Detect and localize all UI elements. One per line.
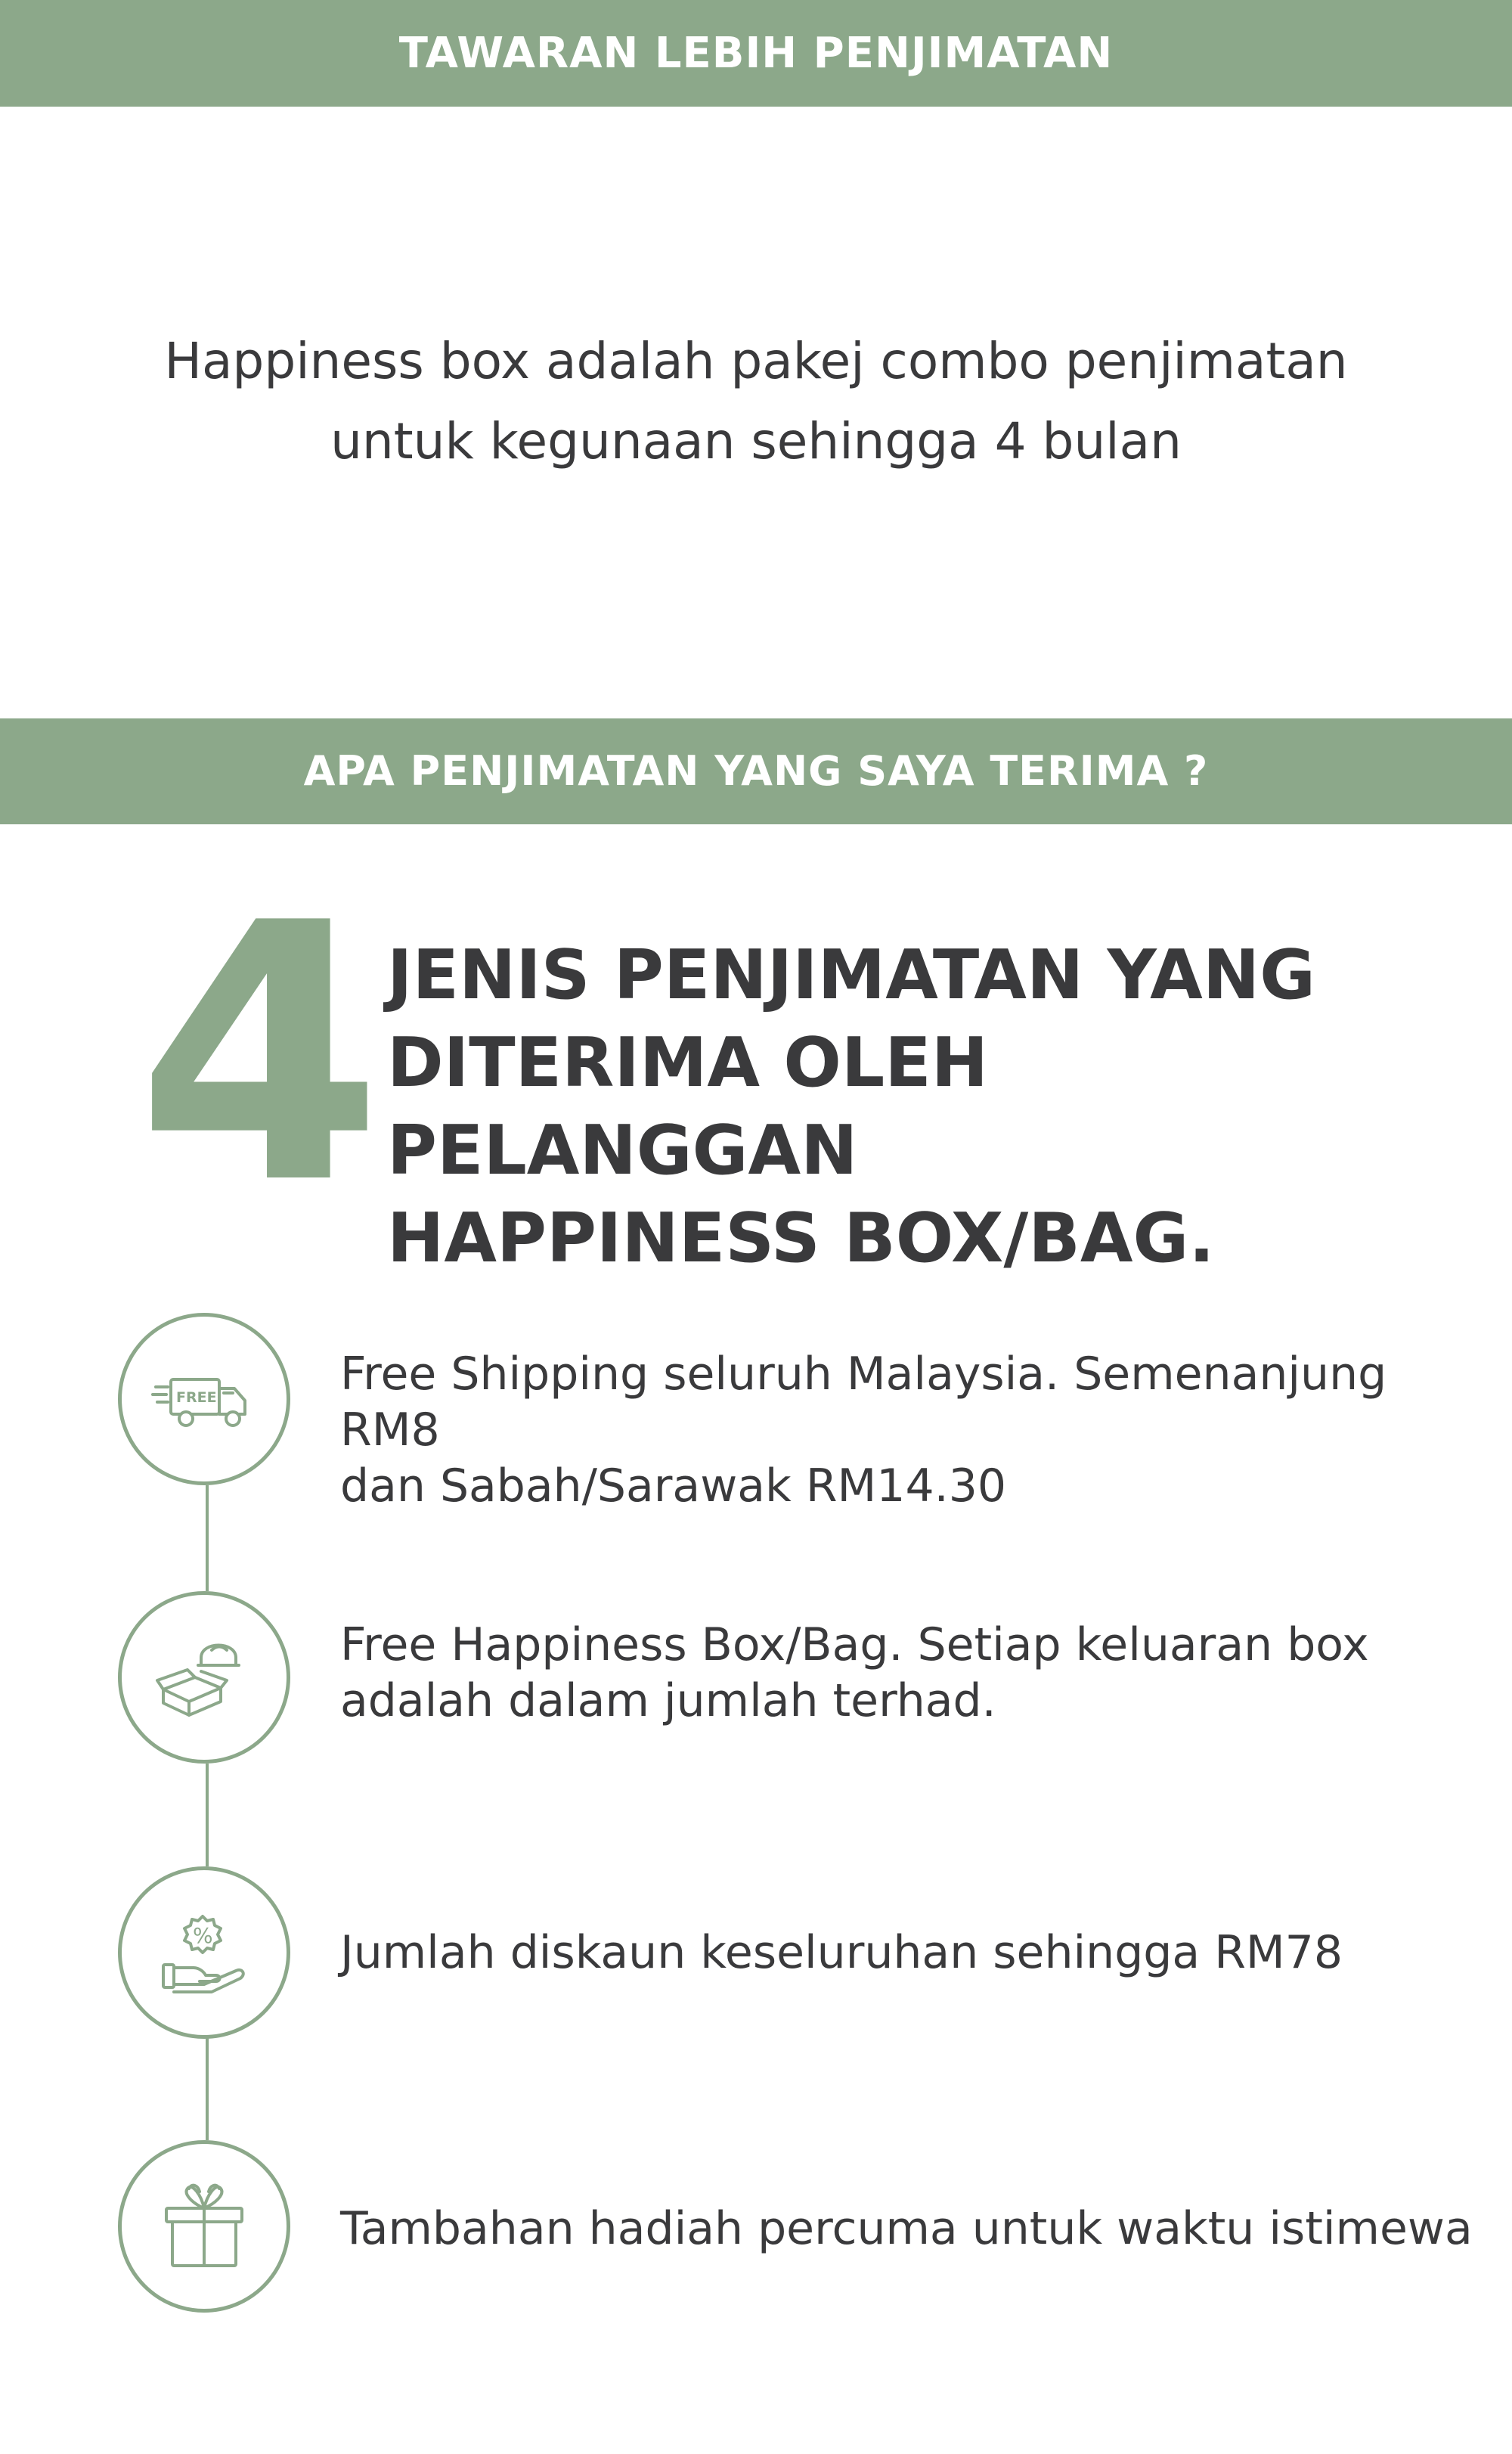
headline (387, 932, 1476, 1283)
benefit-text-line: Jumlah diskaun keseluruhan sehingga RM78 (340, 1926, 1343, 1979)
benefit-item (340, 1925, 1489, 1981)
benefit-icon-circle (118, 1591, 290, 1764)
benefit-icon-circle (118, 1866, 290, 2039)
present-icon (151, 2173, 257, 2279)
benefit-item (340, 2201, 1489, 2257)
discount-hand-icon (151, 1900, 257, 2006)
top-banner (0, 0, 1512, 107)
top-banner-title: TAWARAN LEBIH PENJIMATAN (398, 29, 1114, 78)
intro-text (0, 321, 1512, 482)
headline-line-1: JENIS PENJIMATAN YANG (387, 935, 1316, 1015)
free-label: FREE (176, 1389, 217, 1406)
headline-line-3: HAPPINESS BOX/BAG. (387, 1199, 1215, 1278)
headline-line-2: DITERIMA OLEH PELANGGAN (387, 1023, 989, 1190)
timeline-connector (206, 1764, 209, 1866)
intro-line-1: Happiness box adalah pakej combo penjimatan (164, 332, 1348, 390)
benefit-text-line: Free Happiness Box/Bag. Setiap keluaran box (340, 1618, 1369, 1671)
benefit-item (340, 1346, 1489, 1514)
big-number: 4 (136, 848, 376, 1261)
section-banner-title: APA PENJIMATAN YANG SAYA TERIMA ? (303, 747, 1209, 795)
benefit-icon-circle (118, 1313, 290, 1485)
percent-label: % (193, 1923, 213, 1948)
benefit-text-line: Tambahan hadiah percuma untuk waktu istimewa (340, 2202, 1473, 2255)
gift-box-icon (151, 1624, 257, 1730)
intro-line-2: untuk kegunaan sehingga 4 bulan (330, 412, 1182, 470)
benefit-text-line: dan Sabah/Sarawak RM14.30 (340, 1460, 1007, 1512)
section-banner (0, 718, 1512, 824)
benefit-text-line: adalah dalam jumlah terhad. (340, 1674, 996, 1727)
timeline-connector (206, 2037, 209, 2140)
benefit-icon-circle (118, 2140, 290, 2313)
benefit-item (340, 1617, 1489, 1729)
free-shipping-truck-icon (151, 1346, 257, 1452)
timeline-connector (206, 1485, 209, 1591)
benefit-text-line: Free Shipping seluruh Malaysia. Semenanjung RM8 (340, 1348, 1387, 1457)
